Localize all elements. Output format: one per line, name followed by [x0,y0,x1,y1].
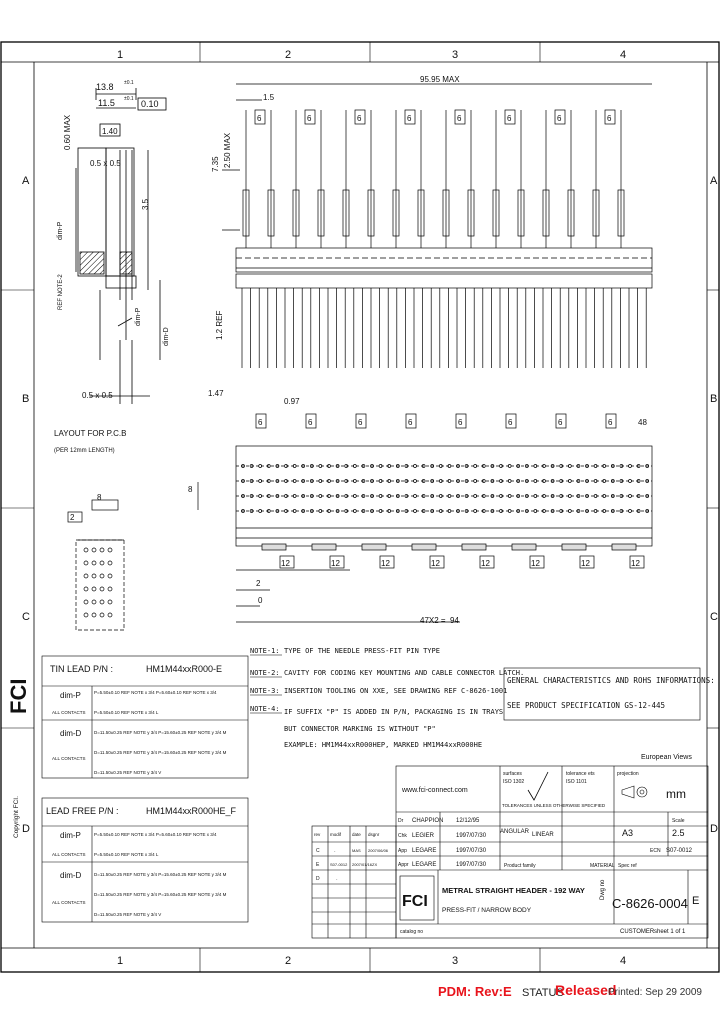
unit-mm: mm [666,787,686,801]
rev-date: 2007/01/16 [352,862,373,867]
row-label: B [22,393,30,405]
tin-d-line: D=11.50±0.25 REF NOTE y 3/4 P=15.60±0.25 REF NOTE y 3/4 M [94,730,227,735]
pitch-label-6: 6 [458,418,463,427]
pitch-label-12: 12 [581,559,590,568]
lf-dim-p: dim-P [60,831,81,840]
col-label: 3 [452,955,459,967]
rev-dsgnr: ZX [372,862,378,867]
pcb-hole [84,613,88,617]
linear-label: LINEAR [532,832,554,838]
dim-94: 94 [450,616,459,625]
pitch-label-6: 6 [608,418,613,427]
scale-value: 2.5 [672,828,685,838]
latch [612,544,636,550]
pitch-labels [257,114,612,123]
drawing-title: METRAL STRAIGHT HEADER - 192 WAY [442,886,585,895]
drawing-subtitle: PRESS-FIT / NARROW BODY [442,907,532,914]
dim-7-35: 7.35 [211,156,220,172]
dim-1-40: 1.40 [102,127,118,136]
dim-chamfer-top: 0.5 x 0.5 [90,159,121,168]
pitch-label-6: 6 [407,114,412,123]
latch [262,544,286,550]
rev-code: C [316,848,320,854]
pitch-label-12: 12 [281,559,290,568]
ref-note-2: REF NOTE-2 [58,274,64,310]
pcb-hole [84,548,88,552]
pitch-label-6: 6 [607,114,612,123]
pcb-hole [100,613,104,617]
sign-date: 1997/07/30 [456,833,487,839]
dim-1-2-ref: 1.2 REF [215,310,224,340]
pitch-label-12: 12 [381,559,390,568]
pcb-hole [92,561,96,565]
sign-date: 1997/07/30 [456,862,487,868]
status-value: Released [555,982,617,998]
rev-header: dsgnr [368,832,380,837]
pcb-hole [108,574,112,578]
note-text: BUT CONNECTOR MARKING IS WITHOUT "P" [284,725,436,733]
row-label: A [710,175,718,187]
note-label: NOTE-3: [250,687,280,695]
dim-0-60-max: 0.60 MAX [63,114,72,150]
pitch-label-6: 6 [457,114,462,123]
tin-lead-pn: HM1M44xxR000-E [146,664,223,674]
pcb-outline [76,540,124,630]
tolerance-iso: ISO 1101 [566,779,587,785]
col-label: 2 [285,955,292,967]
note-text: CAVITY FOR CODING KEY MOUNTING AND CABLE CONNECTOR LATCH. [284,669,525,677]
dim-13-8: 13.8 [96,82,114,92]
note-text: EXAMPLE: HM1M44xxR000HEP, MARKED HM1M44xxR000HE [284,741,483,749]
row-label: C [22,611,30,623]
surface-check-icon [528,772,548,800]
pitch-label-6: 6 [557,114,562,123]
dim-p-label: dim-P [57,221,64,240]
pitch-label-12: 12 [481,559,490,568]
catalog-label: catalog no [400,929,424,935]
rev-header: rev [314,832,321,837]
rev-header: date [352,832,361,837]
pitch-label-6: 6 [558,418,563,427]
latch [312,544,336,550]
pcb-hole [100,600,104,604]
pcb-hole [108,548,112,552]
tin-p-line: P=5.50±0.10 REF NOTE x 3/4 P=5.60±0.10 REF NOTE x 3/4 [94,690,217,695]
sign-role: Dr [398,818,404,824]
material-label: MATERIAL [590,863,615,869]
pcb-hole [100,574,104,578]
pitch-label-12: 12 [531,559,540,568]
pcb-hole [92,600,96,604]
col-label: 2 [285,49,292,61]
fci-logo-text: FCI [6,678,31,714]
pitch-label-12: 12 [631,559,640,568]
pitch-label-6: 6 [408,418,413,427]
sign-role: Appr [398,862,409,868]
pitch-label-12: 12 [331,559,340,568]
lf-all-contacts: ALL CONTACTS [52,852,86,857]
col-label: 1 [117,49,124,61]
row-label: A [22,175,30,187]
note-label: NOTE-2: [250,669,280,677]
lf-p-line: P=5.50±0.10 REF NOTE x 3/4 P=5.60±0.10 REF NOTE x 3/4 [94,832,217,837]
tin-all-contacts: ALL CONTACTS [52,756,86,761]
general-characteristics: GENERAL CHARACTERISTICS AND ROHS INFORMATIONS: [507,676,715,685]
dim-2-50-max: 2.50 MAX [223,132,232,168]
notes-block [250,647,524,749]
lead-free-pn: HM1M44xxR000HE_F [146,806,237,816]
lf-all-contacts: ALL CONTACTS [52,900,86,905]
dim-1-5: 1.5 [263,93,275,102]
ecn-label: ECN [650,848,661,854]
pcb-hole [100,587,104,591]
sign-date: 12/12/95 [456,818,480,824]
format-a3: A3 [622,828,634,838]
pcb-hole [100,561,104,565]
dim-48: 48 [638,418,647,427]
lf-d-line: D=11.50±0.25 REF NOTE y 3/4 P=15.60±0.25 REF NOTE y 3/4 M [94,892,227,897]
spec-ref-label: Spec ref [618,863,637,869]
col-label: 1 [117,955,124,967]
sign-role: Chk [398,833,407,839]
dim-p-label: dim-P [135,307,142,326]
latch [462,544,486,550]
layout-subtitle: (PER 12mm LENGTH) [54,448,115,454]
pcb-hole [84,561,88,565]
pcb-hole [92,574,96,578]
pitch-label-6: 6 [358,418,363,427]
side-view [76,88,166,404]
pcb-hole [108,561,112,565]
note-text: IF SUFFIX "P" IS ADDED IN P/N, PACKAGING IS IN TRAYS [284,708,504,716]
row-label: C [710,611,718,623]
dim-47x2: 47X2 = [420,616,446,625]
pitch-label-6: 6 [357,114,362,123]
pcb-hole [84,587,88,591]
sign-name: LEGARE [412,848,437,854]
dim-11-5-tol: ±0.1 [124,96,134,102]
dim-0-bottom: 0 [258,596,263,605]
pcb-hole [84,600,88,604]
tin-d-line: D=11.50±0.25 REF NOTE y 3/4 V [94,770,162,775]
tin-p-line: P=5.50±0.10 REF NOTE x 3/4 L [94,710,159,715]
rev-modif: - [334,848,336,853]
bottom-view [198,414,652,622]
product-family-label: Product family [504,863,536,869]
sign-role: App [398,848,407,854]
footer [0,978,720,1008]
product-spec: SEE PRODUCT SPECIFICATION GS-12-445 [507,701,666,710]
rev-code: E [316,862,320,868]
pcb-hole [100,548,104,552]
pcb-hole [92,587,96,591]
printed-date: Printed: Sep 29 2009 [608,987,702,998]
tin-d-line: D=11.50±0.25 REF NOTE y 3/4 P=15.60±0.25 REF NOTE y 3/4 M [94,750,227,755]
rev-header: modif [330,832,342,837]
note-label: NOTE-1: [250,647,280,655]
pcb-dim-8: 8 [97,493,102,502]
dim-11-5: 11.5 [98,98,115,108]
pcb-hole [84,574,88,578]
sign-name: LEGARE [412,862,437,868]
fci-logo [400,876,434,920]
lf-d-line: D=11.50±0.25 REF NOTE y 3/4 V [94,912,162,917]
note-text: TYPE OF THE NEEDLE PRESS-FIT PIN TYPE [284,647,440,655]
pitch-label-6: 6 [507,114,512,123]
latch [562,544,586,550]
rev-dsgnr: 2007/06/06 [368,848,389,853]
rev-date: MAS [352,848,361,853]
note-text: INSERTION TOOLING ON XXE, SEE DRAWING REF C-8626-1001 [284,687,508,695]
dim-1-47: 1.47 [208,389,224,398]
dim-3-5: 3.5 [141,198,150,210]
dim-8-side: 8 [188,485,193,494]
angular-label: ANGULAR [500,829,530,835]
pcb-hole [108,587,112,591]
status-label: STATUS [522,987,564,999]
pcb-layout [68,500,124,630]
pcb-dim-2: 2 [70,513,75,522]
sign-name: LEGIER [412,833,435,839]
row-label: B [710,393,718,405]
tin-all-contacts: ALL CONTACTS [52,710,86,715]
european-views: European Views [641,754,692,761]
dim-0-97: 0.97 [284,397,300,406]
tin-dim-d: dim-D [60,729,82,738]
dim-2-bottom: 2 [256,579,261,588]
sign-date: 1997/07/30 [456,848,487,854]
pitch-label-6: 6 [258,418,263,427]
rev-code: D [316,876,320,882]
row-label: D [710,823,718,835]
pcb-hole [108,600,112,604]
dim-chamfer-bot: 0.5 x 0.5 [82,391,113,400]
fci-logo-mark: FCI [402,893,428,910]
row-label: D [22,823,30,835]
lead-free-title: LEAD FREE P/N : [46,806,119,816]
latch [362,544,386,550]
latch [512,544,536,550]
col-label: 4 [620,49,627,61]
sign-name: CHAPPION [412,818,444,824]
layout-title: LAYOUT FOR P.C.B [54,429,127,438]
front-view [222,84,652,368]
pdm-revision: PDM: Rev:E [438,984,512,999]
pcb-hole [92,548,96,552]
copyright: Copyright FCI. [13,796,20,838]
sheet-label: sheet 1 of 1 [654,929,686,935]
projection-icon [622,786,647,798]
dim-13-8-tol: ±0.1 [124,80,134,86]
pitch-label-6: 6 [508,418,513,427]
latch [412,544,436,550]
tin-dim-p: dim-P [60,691,81,700]
surfaces-label: surfaces [503,771,522,777]
projection-label: projection [617,771,639,777]
website: www.fci-connect.com [402,787,468,794]
revision: E [692,895,700,907]
tin-lead-title: TIN LEAD P/N : [50,664,114,674]
ecn-value: S07-0012 [666,848,693,854]
tolerance-note: TOLERANCES UNLESS OTHERWISE SPECIFIED [502,803,606,808]
pcb-hole [108,613,112,617]
tolerance-label: tolerance ets [566,771,595,777]
dim-d-label: dim-D [163,327,170,346]
dim-95-95-max: 95.95 MAX [420,75,460,84]
pcb-hole [92,613,96,617]
pitch-label-12: 12 [431,559,440,568]
lf-p-line: P=5.50±0.10 REF NOTE x 3/4 L [94,852,159,857]
scale-label: Scale [672,818,685,824]
fci-logo-vertical [6,679,31,714]
col-label: 4 [620,955,627,967]
surfaces-iso: ISO 1302 [503,779,525,785]
lf-d-line: D=11.50±0.25 REF NOTE y 3/4 P=15.60±0.25 REF NOTE y 3/4 M [94,872,227,877]
rev-modif: - [336,876,338,881]
customer-label: CUSTOMER [620,929,655,935]
dwg-label: Dwg no [600,879,606,900]
note-label: NOTE-4: [250,705,280,713]
drawing-number: C-8626-0004 [612,896,688,911]
rev-modif: S07-0012 [330,862,348,867]
pitch-label-6: 6 [257,114,262,123]
pitch-label-6: 6 [307,114,312,123]
pitch-label-6: 6 [308,418,313,427]
dim-0-10: 0.10 [141,99,159,109]
lf-dim-d: dim-D [60,871,82,880]
col-label: 3 [452,49,459,61]
